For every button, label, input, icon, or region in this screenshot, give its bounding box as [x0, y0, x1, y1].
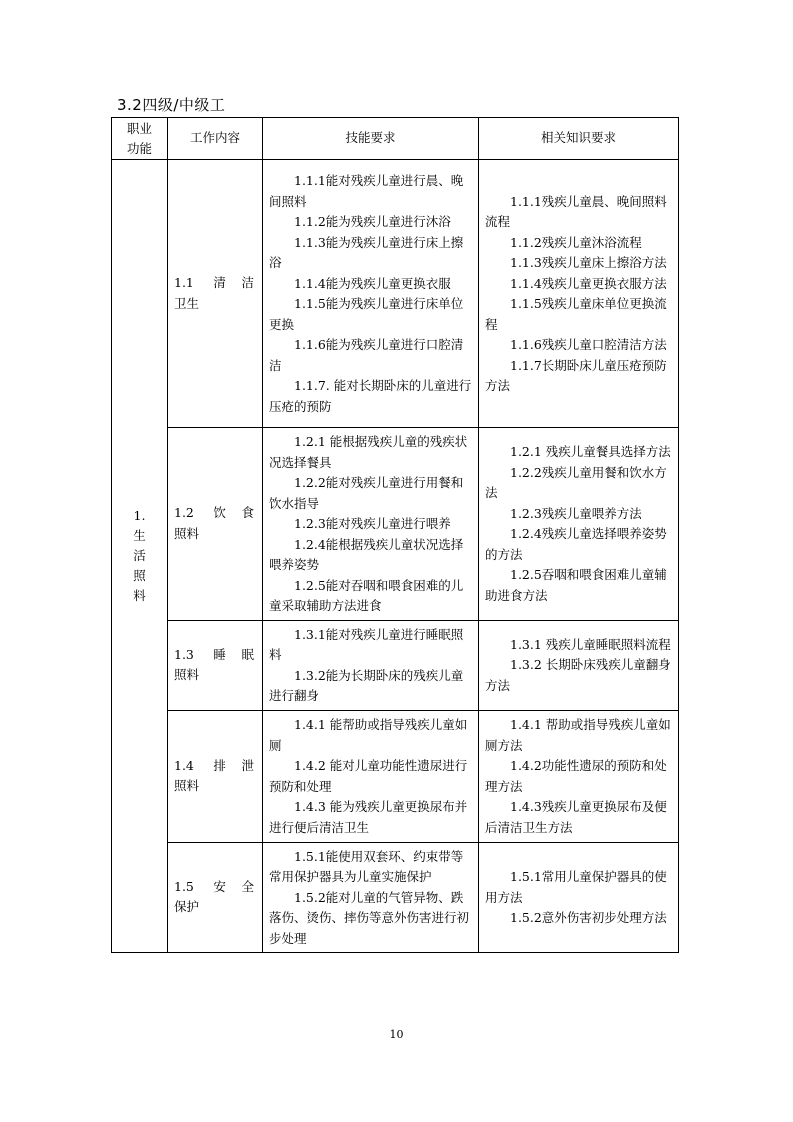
header-function [112, 118, 168, 160]
table-row [112, 842, 679, 953]
skill-item: 1.3.1能对残疾儿童进行睡眠照料 [269, 626, 464, 662]
work-content-cell [168, 842, 263, 953]
work-content-title: 1.5 安全 [174, 878, 254, 894]
header-knowledge-requirements: 相关知识要求 [479, 118, 679, 160]
knowledge-item: 1.1.3残疾儿童床上擦浴方法 [510, 255, 667, 270]
work-content-title-cont: 保护 [174, 899, 200, 915]
knowledge-item: 1.4.1 帮助或指导残疾儿童如厕方法 [485, 717, 671, 753]
skill-item: 1.1.6能为残疾儿童进行口腔清洁 [269, 337, 464, 373]
occupational-standard-table [111, 117, 679, 953]
knowledge-cell [479, 428, 679, 621]
skill-item: 1.4.2 能对儿童功能性遗尿进行预防和处理 [269, 758, 468, 794]
knowledge-item: 1.5.2意外伤害初步处理方法 [510, 910, 667, 925]
work-content-cell [168, 710, 263, 842]
skill-item: 1.3.2能为长期卧床的残疾儿童进行翻身 [269, 667, 464, 703]
skills-cell [263, 710, 479, 842]
knowledge-cell [479, 710, 679, 842]
skills-cell [263, 160, 479, 428]
table-header-row [112, 118, 679, 160]
knowledge-item: 1.2.1 残疾儿童餐具选择方法 [510, 444, 671, 460]
knowledge-item: 1.1.5残疾儿童床单位更换流程 [485, 296, 667, 332]
skill-item: 1.1.7. 能对长期卧床的儿童进行压疮的预防 [269, 378, 472, 414]
work-content-title-cont: 照料 [174, 667, 200, 682]
knowledge-item: 1.1.6残疾儿童口腔清洁方法 [510, 337, 667, 352]
function-char: 料 [133, 588, 146, 603]
function-cell [112, 160, 168, 953]
knowledge-item: 1.2.4残疾儿童选择喂养姿势的方法 [485, 526, 667, 562]
header-skill-requirements: 技能要求 [263, 118, 479, 160]
skill-item: 1.2.1 能根据残疾儿童的残疾状况选择餐具 [269, 434, 468, 470]
header-work-content: 工作内容 [168, 118, 263, 160]
work-content-title-cont: 照料 [174, 525, 200, 541]
header-function-line1: 职业 [126, 120, 152, 136]
header-function-line2: 功能 [126, 140, 152, 156]
skill-item: 1.1.4能为残疾儿童更换衣服 [294, 275, 451, 291]
work-content-title-cont: 照料 [174, 778, 200, 793]
skill-item: 1.5.2能对儿童的气管异物、跌落伤、烫伤、摔伤等意外伤害进行初步处理 [269, 889, 470, 946]
page-number: 10 [389, 1028, 404, 1041]
section-title: 3.2四级/中级工 [117, 96, 226, 114]
knowledge-item: 1.3.2 长期卧床残疾儿童翻身方法 [485, 657, 671, 693]
work-content-title: 1.2 饮食 [174, 505, 254, 521]
function-number: 1. [133, 508, 146, 523]
knowledge-item: 1.1.7长期卧床儿童压疮预防方法 [485, 357, 667, 393]
skill-item: 1.2.2能对残疾儿童进行用餐和饮水指导 [269, 475, 464, 511]
skill-item: 1.1.5能为残疾儿童进行床单位更换 [269, 296, 464, 332]
knowledge-item: 1.1.2残疾儿童沐浴流程 [510, 234, 642, 250]
skill-item: 1.4.3 能为残疾儿童更换尿布并进行便后清洁卫生 [269, 799, 468, 835]
skills-cell [263, 842, 479, 953]
work-content-title-cont: 卫生 [174, 295, 200, 311]
skill-item: 1.1.2能为残疾儿童进行沐浴 [294, 214, 451, 229]
work-content-cell [168, 160, 263, 428]
work-content-title: 1.4 排泄 [174, 757, 254, 773]
function-char: 生 [133, 528, 146, 543]
knowledge-item: 1.4.3残疾儿童更换尿布及便后清洁卫生方法 [485, 799, 667, 835]
skill-item: 1.1.3能为残疾儿童进行床上擦浴 [269, 234, 464, 270]
knowledge-item: 1.2.5吞咽和喂食困难儿童辅助进食方法 [485, 567, 667, 603]
work-content-title: 1.1 清洁 [174, 275, 254, 290]
knowledge-cell [479, 160, 679, 428]
work-content-title: 1.3 睡眠 [174, 646, 254, 662]
work-content-cell [168, 428, 263, 621]
knowledge-item: 1.3.1 残疾儿童睡眠照料流程 [510, 636, 671, 652]
function-char: 照 [133, 568, 146, 583]
knowledge-item: 1.4.2功能性遗尿的预防和处理方法 [485, 758, 667, 794]
skill-item: 1.2.4能根据残疾儿童状况选择喂养姿势 [269, 536, 464, 572]
knowledge-cell [479, 620, 679, 710]
table-row [112, 428, 679, 621]
knowledge-item: 1.5.1常用儿童保护器具的使用方法 [485, 869, 667, 905]
knowledge-cell [479, 842, 679, 953]
table-row [112, 710, 679, 842]
table-row [112, 160, 679, 428]
work-content-cell [168, 620, 263, 710]
skill-item: 1.2.3能对残疾儿童进行喂养 [294, 516, 451, 531]
function-char: 活 [133, 548, 146, 563]
skill-item: 1.1.1能对残疾儿童进行晨、晚间照料 [269, 173, 464, 209]
knowledge-item: 1.1.1残疾儿童晨、晚间照料流程 [485, 193, 667, 229]
skills-cell [263, 620, 479, 710]
skill-item: 1.4.1 能帮助或指导残疾儿童如厕 [269, 717, 468, 753]
knowledge-item: 1.2.2残疾儿童用餐和饮水方法 [485, 464, 667, 501]
table-row [112, 620, 679, 710]
skill-item: 1.2.5能对吞咽和喂食困难的儿童采取辅助方法进食 [269, 577, 464, 613]
knowledge-item: 1.2.3残疾儿童喂养方法 [510, 505, 642, 521]
skills-cell [263, 428, 479, 621]
skill-item: 1.5.1能使用双套环、约束带等常用保护器具为儿童实施保护 [269, 848, 464, 884]
knowledge-item: 1.1.4残疾儿童更换衣服方法 [510, 275, 667, 291]
